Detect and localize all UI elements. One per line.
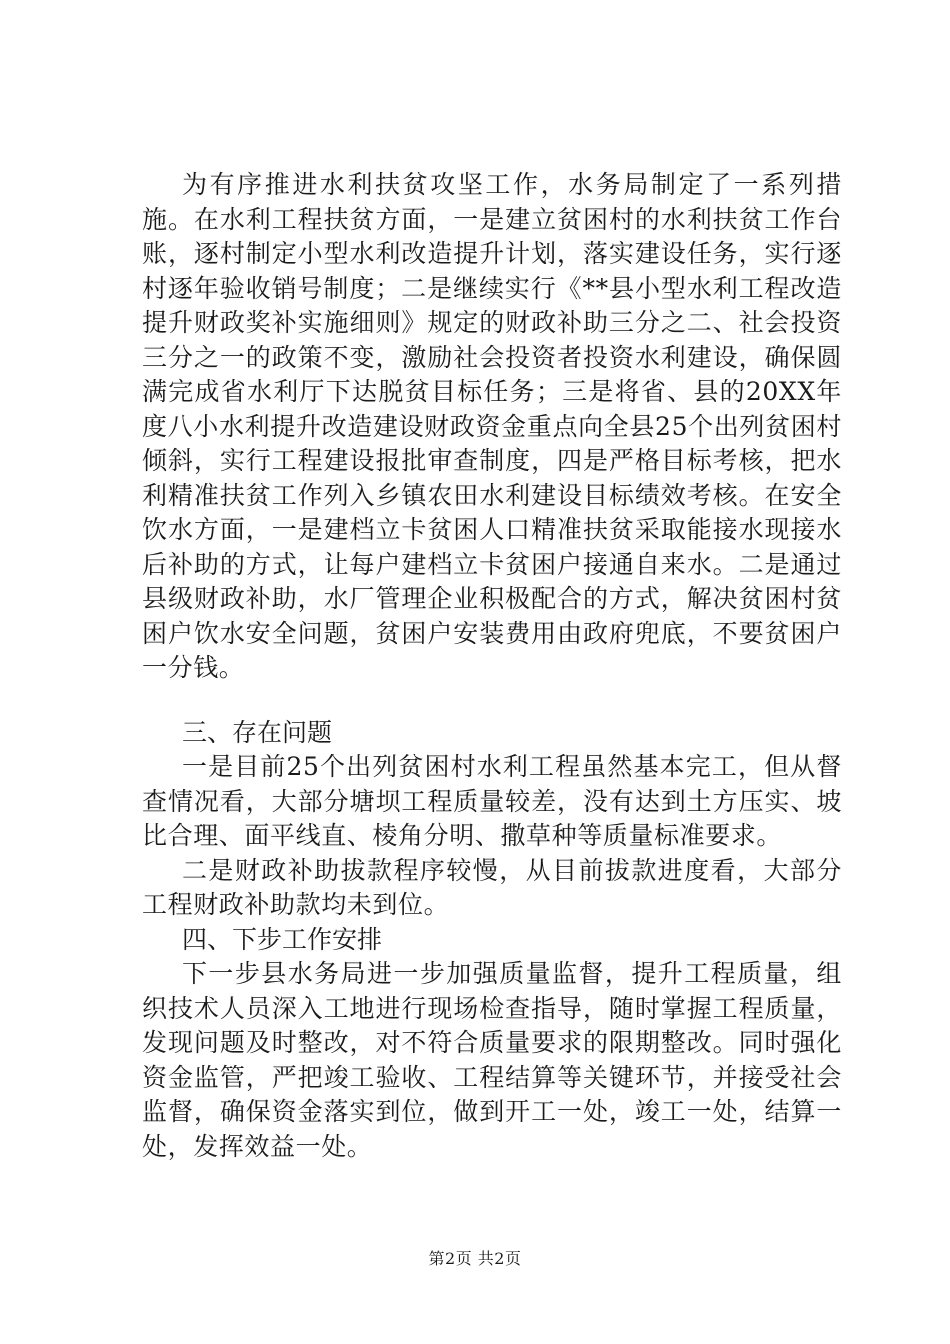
section-heading-next-steps: 四、下步工作安排 xyxy=(182,924,383,954)
paragraph-next-steps: 下一步县水务局进一步加强质量监督，提升工程质量，组织技术人员深入工地进行现场检查指导，随时掌握工程质量，发现问题及时整改，对不符合质量要求的限期整改。同时强化资金监管，严把竣工验收、工程结算等关键环节，并接受社会监督，确保资金落实到位，做到开工一处，竣工一处，结算一处，发挥效益一处。 xyxy=(142,959,842,1161)
document-body xyxy=(142,168,842,1164)
paragraph-measures: 为有序推进水利扶贫攻坚工作，水务局制定了一系列措施。在水利工程扶贫方面，一是建立贫困村的水利扶贫工作台账，逐村制定小型水利改造提升计划，落实建设任务，实行逐村逐年验收销号制度；二是继续实行《**县小型水利工程改造提升财政奖补实施细则》规定的财政补助三分之二、社会投资三分之一的政策不变，激励社会投资者投资水利建设，确保圆满完成省水利厅下达脱贫目标任务；三是将省、县的20XX年度八小水利提升改造建设财政资金重点向全县25个出列贫困村倾斜，实行工程建设报批审查制度，四是严格目标考核，把水利精准扶贫工作列入乡镇农田水利建设目标绩效考核。在安全饮水方面，一是建档立卡贫困人口精准扶贫采取能接水现接水后补助的方式，让每户建档立卡贫困户接通自来水。二是通过县级财政补助，水厂管理企业积极配合的方式，解决贫困村贫困户饮水安全问题，贫困户安装费用由政府兜底，不要贫困户一分钱。 xyxy=(142,170,842,682)
section-heading-problems: 三、存在问题 xyxy=(182,717,333,747)
paragraph-problem-one: 一是目前25个出列贫困村水利工程虽然基本完工，但从督查情况看，大部分塘坝工程质量较差，没有达到土方压实、坡比合理、面平线直、棱角分明、撒草种等质量标准要求。 xyxy=(142,752,842,850)
page-footer: 第2页 共2页 xyxy=(428,1249,522,1268)
paragraph-problem-two: 二是财政补助拔款程序较慢，从目前拔款进度看，大部分工程财政补助款均未到位。 xyxy=(142,855,842,919)
